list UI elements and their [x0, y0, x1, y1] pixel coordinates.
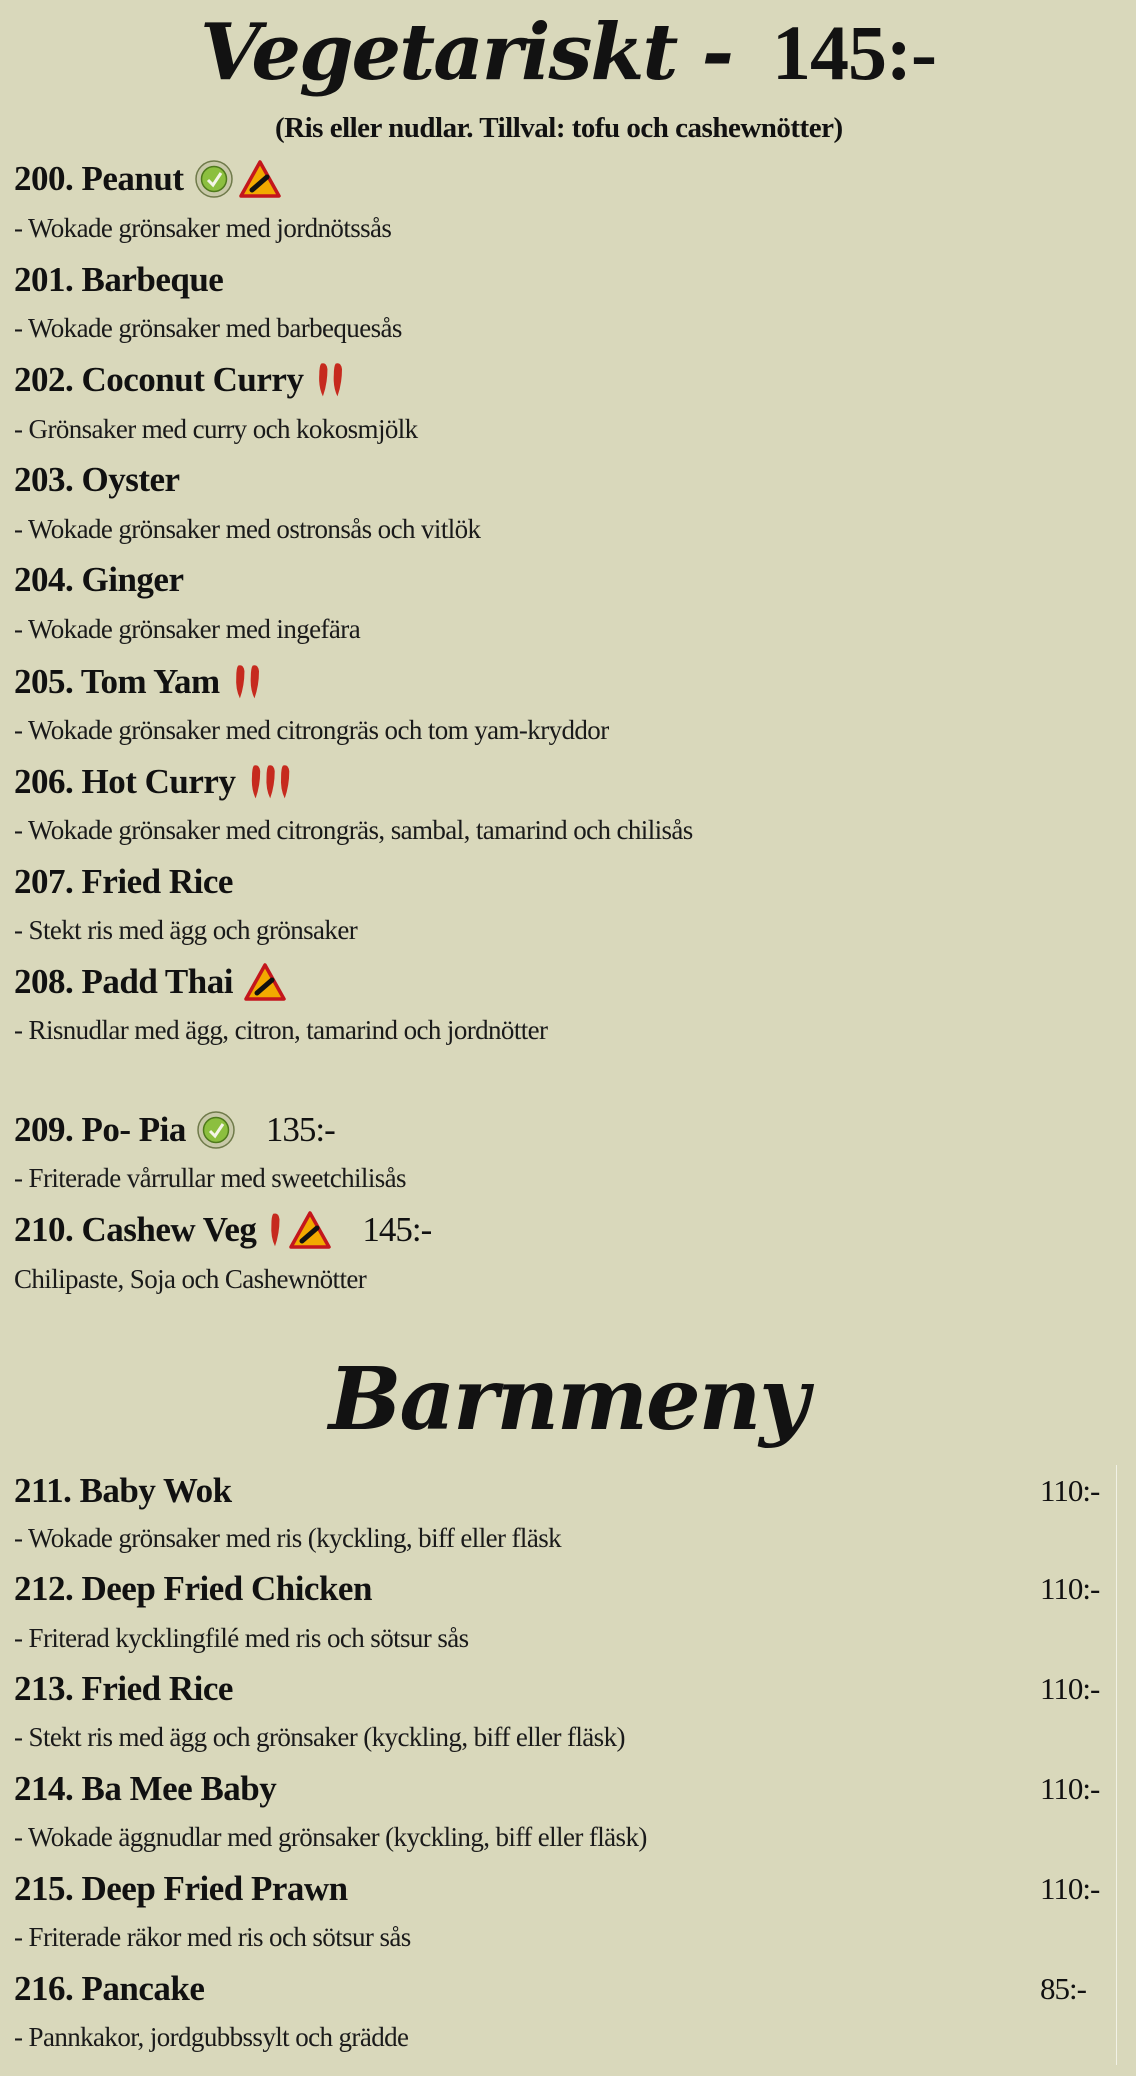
item-title: 209. Po- Pia — [14, 1110, 186, 1149]
menu-item-description: - Risnudlar med ägg, citron, tamarind och jordnötter — [14, 1015, 548, 1045]
item-title: 202. Coconut Curry — [14, 360, 304, 399]
menu-item-name: 213. Fried Rice — [14, 1669, 233, 1708]
item-price: 110:- — [1040, 1871, 1100, 1906]
menu-item-name: 211. Baby Wok — [14, 1471, 232, 1510]
item-title: 207. Fried Rice — [14, 862, 233, 901]
chili-2-icon — [313, 360, 351, 400]
menu-item-name: 216. Pancake — [14, 1969, 205, 2008]
menu-item-name — [14, 458, 180, 502]
menu-item-name: 212. Deep Fried Chicken — [14, 1569, 372, 1608]
chili-1-icon — [266, 1210, 284, 1250]
menu-item-description: - Friterade räkor med ris och sötsur sås — [14, 1922, 411, 1952]
vegetarian-title-text: Vegetariskt - — [200, 7, 732, 98]
menu-item-name — [14, 1108, 335, 1152]
item-title: 201. Barbeque — [14, 260, 224, 299]
kids-section-title: Barnmeny — [328, 1349, 808, 1450]
menu-item-description: Chilipaste, Soja och Cashewnötter — [14, 1264, 367, 1294]
menu-item-description: - Stekt ris med ägg och grönsaker — [14, 915, 358, 945]
menu-item-name — [14, 558, 183, 602]
menu-item-description: - Grönsaker med curry och kokosmjölk — [14, 414, 418, 444]
menu-item-description: - Wokade grönsaker med jordnötssås — [14, 213, 392, 243]
chili-3-icon — [245, 762, 299, 802]
vegetarian-section-title — [0, 8, 1136, 98]
menu-item-name — [14, 860, 233, 904]
menu-item-description: - Wokade grönsaker med ostronsås och vitlök — [14, 514, 481, 544]
item-price: 110:- — [1040, 1671, 1100, 1706]
menu-item-name — [14, 258, 223, 302]
vegetarian-subtitle: (Ris eller nudlar. Tillval: tofu och cashewnötter) — [275, 112, 843, 144]
menu-item-name: 215. Deep Fried Prawn — [14, 1869, 348, 1908]
menu-item-name — [14, 358, 351, 402]
item-price: 110:- — [1040, 1771, 1100, 1806]
menu-item-name — [14, 157, 282, 201]
vegan-leaf-icon — [196, 1110, 236, 1150]
menu-item-description: - Friterad kycklingfilé med ris och sötsur sås — [14, 1623, 469, 1653]
menu-item-description: - Wokade äggnudlar med grönsaker (kyckling, biff eller fläsk) — [14, 1822, 647, 1852]
nut-allergy-warning-icon — [288, 1210, 332, 1250]
menu-item-name — [14, 960, 287, 1004]
menu-item-description: - Stekt ris med ägg och grönsaker (kyckling, biff eller fläsk) — [14, 1722, 625, 1752]
vegan-leaf-icon — [194, 159, 234, 199]
menu-item-name — [14, 760, 299, 804]
item-title: 208. Padd Thai — [14, 962, 233, 1001]
item-price: 85:- — [1040, 1971, 1086, 2006]
item-title: 206. Hot Curry — [14, 762, 236, 801]
menu-item-description: - Wokade grönsaker med barbequesås — [14, 313, 402, 343]
nut-allergy-warning-icon — [243, 962, 287, 1002]
nut-allergy-warning-icon — [238, 159, 282, 199]
item-price: 135:- — [265, 1110, 335, 1149]
item-title: 210. Cashew Veg — [14, 1210, 257, 1249]
menu-item-description: - Friterade vårrullar med sweetchilisås — [14, 1163, 406, 1193]
menu-item-name — [14, 1208, 431, 1252]
item-price: 145:- — [362, 1210, 432, 1249]
item-price: 110:- — [1040, 1473, 1100, 1508]
vegetarian-price: 145:- — [772, 9, 936, 96]
menu-item-description: - Pannkakor, jordgubbssylt och grädde — [14, 2022, 409, 2052]
chili-2-icon — [230, 662, 268, 702]
menu-item-description: - Wokade grönsaker med ris (kyckling, biff eller fläsk — [14, 1523, 562, 1553]
item-price: 110:- — [1040, 1571, 1100, 1606]
menu-item-description: - Wokade grönsaker med citrongräs och tom yam-kryddor — [14, 715, 609, 745]
menu-item-name — [14, 660, 268, 704]
menu-item-name: 214. Ba Mee Baby — [14, 1769, 277, 1808]
menu-item-description: - Wokade grönsaker med citrongräs, sambal, tamarind och chilisås — [14, 815, 693, 845]
item-title: 200. Peanut — [14, 159, 184, 198]
item-title: 204. Ginger — [14, 560, 184, 599]
item-title: 203. Oyster — [14, 460, 180, 499]
item-title: 205. Tom Yam — [14, 662, 220, 701]
menu-item-description: - Wokade grönsaker med ingefära — [14, 614, 361, 644]
